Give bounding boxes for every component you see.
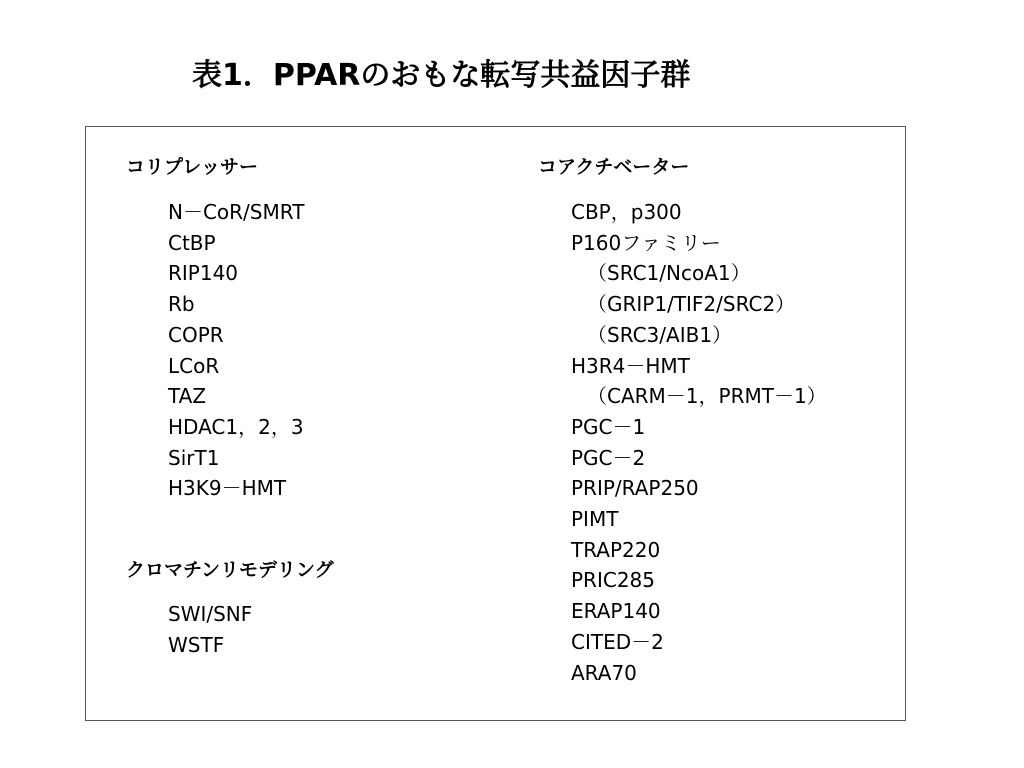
list-item: PGC－2 <box>571 445 646 470</box>
list-item: （SRC3/AIB1） <box>587 322 733 347</box>
list-item: P160ファミリー <box>571 230 721 255</box>
list-item: PGC－1 <box>571 414 646 439</box>
list-item: WSTF <box>168 632 225 657</box>
list-item: H3K9－HMT <box>168 476 287 501</box>
chromatin-remodeling-heading: クロマチンリモデリング <box>126 559 334 581</box>
list-item: COPR <box>168 322 224 347</box>
list-item: TAZ <box>168 384 207 409</box>
coactivator-heading: コアクチベーター <box>538 156 690 178</box>
list-item: CITED－2 <box>571 629 664 654</box>
list-item: N－CoR/SMRT <box>168 200 305 224</box>
chromatin-remodeling-list <box>168 599 252 660</box>
list-item: PRIC285 <box>571 568 655 593</box>
list-item: CBP，p300 <box>571 200 682 224</box>
corepressor-list <box>168 197 304 504</box>
corepressor-heading: コリプレッサー <box>126 156 259 178</box>
list-item: （GRIP1/TIF2/SRC2） <box>587 292 796 317</box>
list-item: SirT1 <box>168 445 220 470</box>
list-item: Rb <box>168 292 195 317</box>
list-item: PIMT <box>571 507 619 532</box>
list-item: （SRC1/NcoA1） <box>587 261 751 286</box>
list-item: H3R4－HMT <box>571 353 690 378</box>
list-item: RIP140 <box>168 261 239 286</box>
list-item: SWI/SNF <box>168 602 253 626</box>
list-item: ARA70 <box>571 660 637 685</box>
slide-title: 表1．PPARのおもな転写共益因子群 <box>192 58 691 93</box>
list-item: TRAP220 <box>571 537 661 562</box>
list-item: HDAC1，2，3 <box>168 414 304 439</box>
list-item: CtBP <box>168 230 216 255</box>
list-item: （CARM－1，PRMT－1） <box>587 384 827 409</box>
coactivator-list <box>571 197 827 688</box>
list-item: LCoR <box>168 353 220 378</box>
list-item: ERAP140 <box>571 599 661 624</box>
list-item: PRIP/RAP250 <box>571 476 699 501</box>
